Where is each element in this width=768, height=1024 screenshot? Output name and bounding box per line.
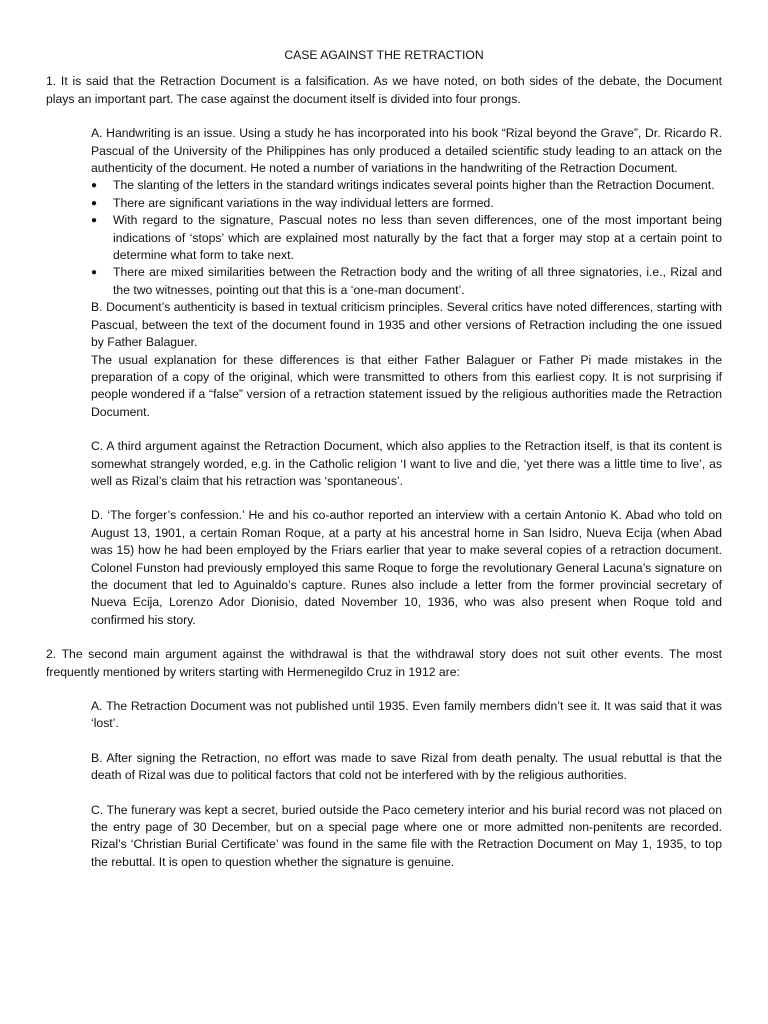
bullet-icon: ● <box>91 180 98 192</box>
bullet-icon: ● <box>91 215 98 227</box>
paragraph-1d: D. ‘The forger’s confession.’ He and his co-author reported an interview with a certain Antonio K. Abad who told on August 13, 1901, a certain Roman Roque, at a party at his ancestral home in San Isidro, Nueva Ecija (when Abad was 15) how he had been employed by the Friars earlier that year to make several copies of a retraction document. Colonel Funston had previously employed this same Roque to forge the revolutionary General Lacuna’s signature on the document that led to Aguinaldo’s capture. Runes also include a letter from the former provincial secretary of Nueva Ecija, Lorenzo Ador Dionisio, dated November 10, 1936, who was also present when Roque told and confirmed his story. <box>91 508 722 627</box>
bullet-text: The slanting of the letters in the standard writings indicates several points higher than the Retraction Document. <box>113 178 715 193</box>
bullet-icon: ● <box>91 197 98 209</box>
paragraph-1c: C. A third argument against the Retraction Document, which also applies to the Retraction itself, is that its content is somewhat strangely worded, e.g. in the Catholic religion ‘I want to live and die, ‘yet there was a little time to live’, as well as Rizal’s claim that his retraction was ‘spontaneous’. <box>91 439 722 488</box>
paragraph-1b-part2: The usual explanation for these differences is that either Father Balaguer or Father Pi made mistakes in the preparation of a copy of the original, which were transmitted to others from this earliest copy. It is not surprising if people wondered if a “false” version of a retraction statement issued by the religious authorities made the Retraction Document. <box>91 352 722 419</box>
section-1-subpoints <box>91 125 722 629</box>
document-title: CASE AGAINST THE RETRACTION <box>284 48 484 62</box>
paragraph-2c: C. The funerary was kept a secret, buried outside the Paco cemetery interior and his burial record was not placed on the entry page of 30 December, but on a special page where one or more admitted non-penitents are recorded. Rizal’s ‘Christian Burial Certificate’ was found in the same file with the Retraction Document on May 1, 1935, to top the rebuttal. It is open to question whether the signature is genuine. <box>91 802 722 869</box>
bullet-text: There are significant variations in the way individual letters are formed. <box>113 195 494 210</box>
paragraph-1b-part1: B. Document’s authenticity is based in textual criticism principles. Several critics have noted differences, starting with Pascual, between the text of the document found in 1935 and other versions of Retraction including the one issued by Father Balaguer. <box>91 300 722 350</box>
handwriting-bullet-list <box>91 177 722 299</box>
bullet-item <box>91 212 722 264</box>
section-2-subpoints <box>91 698 722 871</box>
bullet-item <box>91 195 722 212</box>
bullet-text: There are mixed similarities between the Retraction body and the writing of all three signatories, i.e., Rizal and the two witnesses, pointing out that this is a ‘one-man document’. <box>113 265 722 297</box>
bullet-icon: ● <box>91 267 98 279</box>
paragraph-1: 1. It is said that the Retraction Document is a falsification. As we have noted, on both sides of the debate, the Document plays an important part. The case against the document itself is divided into four prongs. <box>46 74 722 106</box>
bullet-text: With regard to the signature, Pascual notes no less than seven differences, one of the most important being indications of ‘stops’ which are explained most naturally by the fact that a forger may stop at a certain point to determine what form to take next. <box>113 213 722 263</box>
bullet-item <box>91 177 722 194</box>
paragraph-2b: B. After signing the Retraction, no effort was made to save Rizal from death penalty. The usual rebuttal is that the death of Rizal was due to political factors that cold not be interfered with by the religious authorities. <box>91 750 722 783</box>
paragraph-2a: A. The Retraction Document was not published until 1935. Even family members didn’t see it. It was said that it was ‘lost’. <box>91 699 722 731</box>
paragraph-1a: A. Handwriting is an issue. Using a study he has incorporated into his book “Rizal beyond the Grave”, Dr. Ricardo R. Pascual of the University of the Philippines has only produced a detailed scientific study leading to an attack on the authenticity of the document. He noted a number of variations in the handwriting of the Retraction Document. <box>91 126 722 176</box>
bullet-item <box>91 264 722 299</box>
paragraph-2: 2. The second main argument against the withdrawal is that the withdrawal story does not suit other events. The most frequently mentioned by writers starting with Hermenegildo Cruz in 1912 are: <box>46 647 722 679</box>
